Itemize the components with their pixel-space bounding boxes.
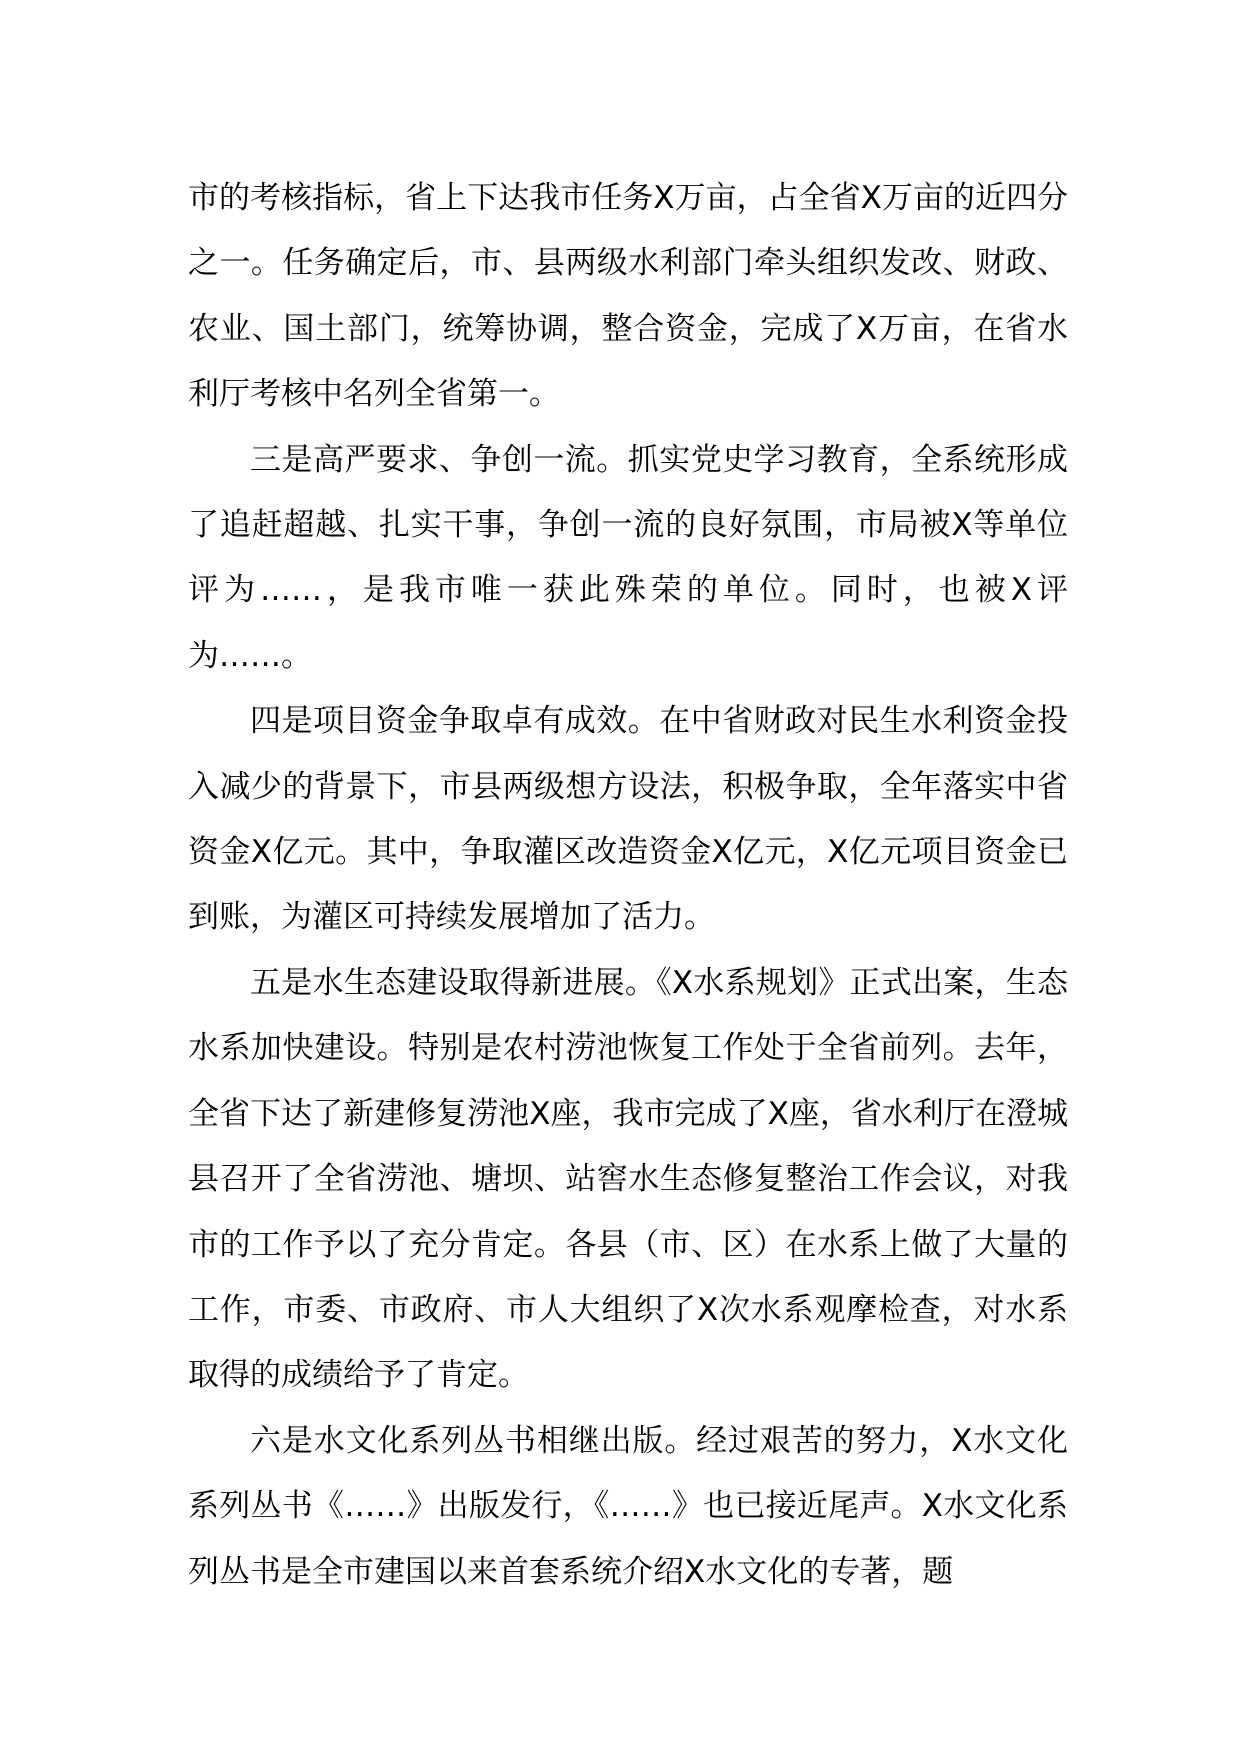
- paragraph-five-water-ecology: 五是水生态建设取得新进展。《X水系规划》正式出案，生态水系加快建设。特别是农村涝池恢复工作处于全省前列。去年，全省下达了新建修复涝池X座，我市完成了X座，省水利厅在澄城县召开了全省涝池、塘坝、站窖水生态修复整治工作会议，对我市的工作予以了充分肯定。各县（市、区）在水系上做了大量的工作，市委、市政府、市人大组织了X次水系观摩检查，对水系取得的成绩给予了肯定。: [188, 964, 1068, 1394]
- paragraph-three-high-standards: 三是高严要求、争创一流。抓实党史学习教育，全系统形成了追赶超越、扎实干事，争创一流的良好氛围，市局被X等单位评为……，是我市唯一获此殊荣的单位。同时，也被X评为……。: [188, 441, 1068, 674]
- paragraph-six-water-culture-books: 六是水文化系列丛书相继出版。经过艰苦的努力，X水文化系列丛书《……》出版发行，《……》也已接近尾声。X水文化系列丛书是全市建国以来首套系统介绍X水文化的专著，题: [188, 1422, 1068, 1590]
- paragraph-four-project-funding: 四是项目资金争取卓有成效。在中省财政对民生水利资金投入减少的背景下，市县两级想方设法，积极争取，全年落实中省资金X亿元。其中，争取灌区改造资金X亿元，X亿元项目资金已到账，为灌区可持续发展增加了活力。: [188, 703, 1068, 936]
- paragraph-continuation: 市的考核指标，省上下达我市任务X万亩，占全省X万亩的近四分之一。任务确定后，市、县两级水利部门牵头组织发改、财政、农业、国土部门，统筹协调，整合资金，完成了X万亩，在省水利厅考核中名列全省第一。: [188, 180, 1068, 413]
- document-body: [188, 166, 1068, 1605]
